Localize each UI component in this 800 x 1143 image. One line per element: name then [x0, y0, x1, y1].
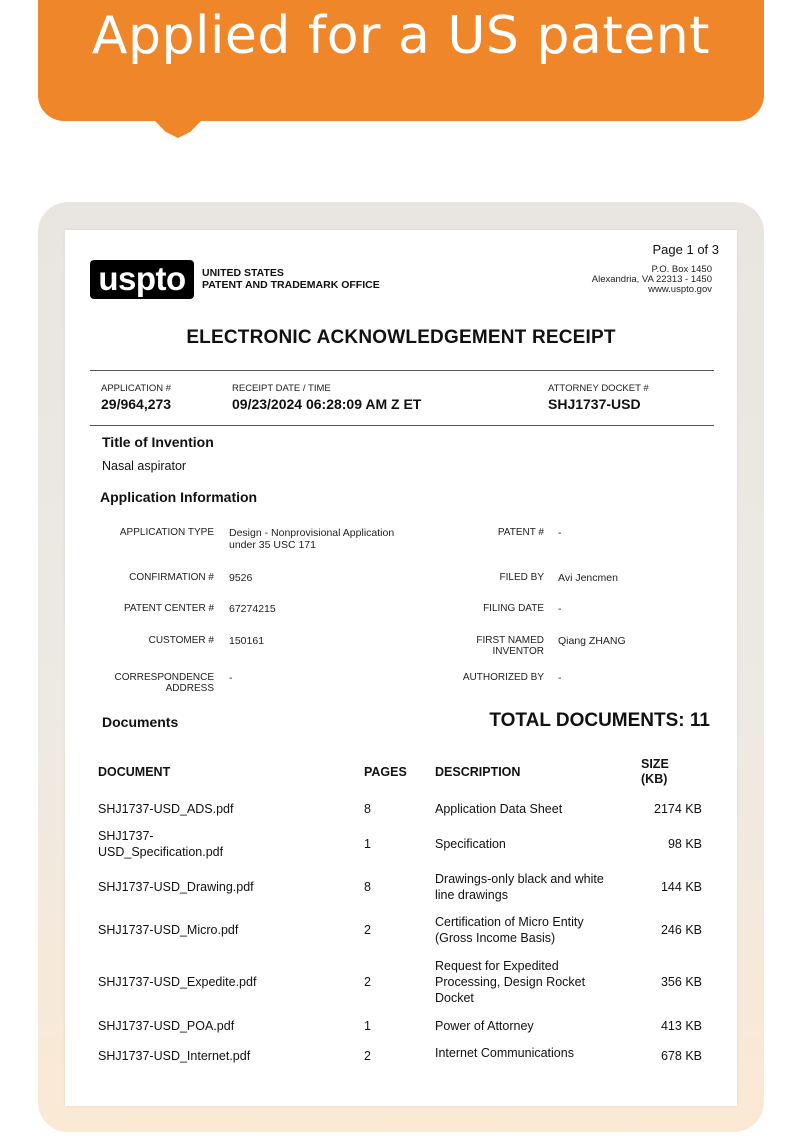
document-description: [435, 958, 585, 1006]
organization-name: [202, 267, 380, 291]
confirmation-number: 9526: [229, 572, 253, 584]
receipt-date: 09/23/2024 06:28:09 AM Z ET: [232, 396, 422, 412]
document-size: 98 KB: [667, 837, 702, 851]
description-line-1: Drawings-only black and white: [435, 872, 604, 886]
description-line-3: Docket: [435, 991, 474, 1005]
document-pages: 2: [364, 1049, 371, 1063]
application-number-label: APPLICATION #: [101, 383, 172, 394]
authorized-by: -: [558, 672, 562, 684]
column-header-pages: PAGES: [364, 765, 407, 779]
document-pages: 8: [364, 880, 371, 894]
page-number: Page 1 of 3: [652, 242, 719, 257]
banner: [38, 0, 764, 121]
application-type-line-2: under 35 USC 171: [229, 539, 316, 551]
address-line-3: www.uspto.gov: [648, 284, 712, 295]
description-line-2: line drawings: [435, 888, 508, 902]
filed-by: Avi Jencmen: [558, 572, 618, 584]
org-line-1: UNITED STATES: [202, 267, 284, 279]
document-name: SHJ1737-USD_POA.pdf: [98, 1019, 235, 1033]
banner-pointer: [150, 116, 206, 138]
document-size: 413 KB: [660, 1019, 702, 1033]
first-named-inventor-label: [425, 635, 544, 657]
patent-center-label: PATENT CENTER #: [123, 603, 214, 614]
document-name: SHJ1737-USD_Expedite.pdf: [98, 975, 257, 989]
office-address: [592, 265, 712, 295]
application-type: [229, 527, 394, 551]
patent-number-label: PATENT #: [497, 527, 544, 538]
size-header-line-2: (KB): [641, 772, 668, 786]
document-pages: 8: [364, 802, 371, 816]
document-name: SHJ1737-USD_Internet.pdf: [98, 1049, 251, 1063]
documents-heading: Documents: [102, 714, 179, 730]
document-title: ELECTRONIC ACKNOWLEDGEMENT RECEIPT: [186, 327, 616, 348]
receipt-date-label: RECEIPT DATE / TIME: [232, 383, 331, 394]
banner-title: Applied for a US patent: [91, 6, 711, 66]
document-name: SHJ1737-USD_Micro.pdf: [98, 923, 239, 937]
document-description: Application Data Sheet: [435, 802, 563, 816]
document-size: 2174 KB: [654, 802, 702, 816]
address-line-2: Alexandria, VA 22313 - 1450: [591, 274, 712, 285]
application-type-label: APPLICATION TYPE: [119, 527, 214, 538]
document-size: 246 KB: [660, 923, 702, 937]
correspondence-label-line-1: CORRESPONDENCE: [114, 672, 214, 683]
description-line-1: Request for Expedited: [435, 959, 559, 973]
document-pages: 1: [364, 1019, 371, 1033]
correspondence-label-line-2: ADDRESS: [165, 683, 214, 694]
document-description: Power of Attorney: [435, 1019, 534, 1033]
attorney-docket-label: ATTORNEY DOCKET #: [548, 383, 649, 394]
document-pages: 2: [364, 923, 371, 937]
document-name: [98, 828, 223, 860]
document-size: 678 KB: [660, 1049, 702, 1063]
inventor-label-line-2: INVENTOR: [492, 646, 544, 657]
column-header-size: [641, 757, 669, 787]
total-documents: TOTAL DOCUMENTS: 11: [489, 710, 710, 731]
application-number: 29/964,273: [101, 396, 172, 412]
divider: [90, 370, 714, 371]
uspto-logo: uspto: [90, 260, 194, 299]
column-header-description: DESCRIPTION: [435, 765, 521, 779]
document-size: 144 KB: [660, 880, 702, 894]
receipt-document: [65, 230, 737, 1106]
divider: [90, 425, 714, 426]
document-description: [435, 871, 604, 903]
document-name-line-1: SHJ1737-: [98, 829, 154, 843]
confirmation-label: CONFIRMATION #: [129, 572, 214, 583]
column-header-document: DOCUMENT: [98, 765, 171, 779]
filed-by-label: FILED BY: [499, 572, 544, 583]
document-name-line-2: USD_Specification.pdf: [98, 845, 224, 859]
address-line-1: P.O. Box 1450: [651, 264, 712, 275]
application-info-heading: Application Information: [100, 489, 258, 505]
invention-heading: Title of Invention: [102, 434, 214, 450]
org-line-2: PATENT AND TRADEMARK OFFICE: [202, 279, 380, 291]
customer-label: CUSTOMER #: [148, 635, 214, 646]
customer-number: 150161: [229, 635, 265, 647]
document-name: SHJ1737-USD_Drawing.pdf: [98, 880, 254, 894]
inventor-label-line-1: FIRST NAMED: [476, 635, 544, 646]
document-pages: 1: [364, 837, 371, 851]
patent-center-number: 67274215: [229, 603, 276, 615]
filing-date: -: [558, 603, 562, 615]
document-description: Internet Communications: [435, 1046, 574, 1060]
description-line-2: (Gross Income Basis): [435, 931, 556, 945]
document-pages: 2: [364, 975, 371, 989]
document-description: Specification: [435, 837, 506, 851]
document-name: SHJ1737-USD_ADS.pdf: [98, 802, 234, 816]
correspondence-address-label: [95, 672, 214, 694]
invention-title: Nasal aspirator: [102, 459, 187, 473]
application-type-line-1: Design - Nonprovisional Application: [229, 527, 395, 539]
patent-number: -: [558, 527, 562, 539]
description-line-2: Processing, Design Rocket: [435, 975, 586, 989]
description-line-1: Certification of Micro Entity: [435, 915, 584, 929]
document-size: 356 KB: [660, 975, 702, 989]
document-description: [435, 914, 584, 946]
first-named-inventor: Qiang ZHANG: [558, 635, 626, 647]
filing-date-label: FILING DATE: [483, 603, 544, 614]
correspondence-address: -: [229, 672, 233, 684]
attorney-docket: SHJ1737-USD: [548, 396, 641, 412]
size-header-line-1: SIZE: [641, 757, 669, 771]
authorized-by-label: AUTHORIZED BY: [462, 672, 544, 683]
